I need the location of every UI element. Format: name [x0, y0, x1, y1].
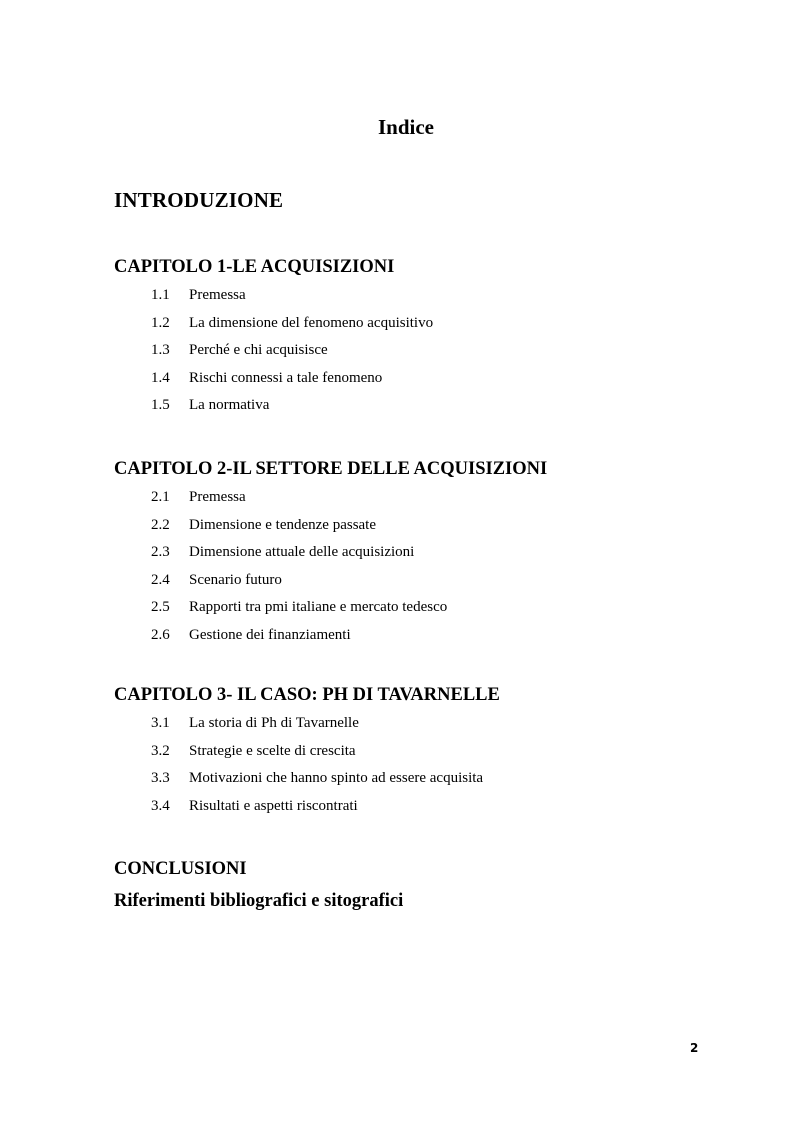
section-label: La normativa	[189, 397, 270, 414]
toc-section	[114, 570, 754, 598]
section-number: 2.3	[151, 544, 170, 561]
section-label: Rischi connessi a tale fenomeno	[189, 369, 383, 386]
section-number: 2.2	[151, 516, 170, 533]
toc-section	[114, 741, 754, 769]
section-label: Premessa	[189, 489, 246, 505]
section-list	[114, 713, 754, 823]
toc-references: Riferimenti bibliografici e sitografici	[114, 891, 404, 911]
toc-introduction: INTRODUZIONE	[114, 188, 284, 212]
section-label: Risultati e aspetti riscontrati	[189, 797, 358, 814]
section-number: 2.6	[151, 626, 170, 643]
section-label: Rapporti tra pmi italiane e mercato tedesco	[189, 599, 448, 616]
page-title: Indice	[377, 115, 434, 139]
toc-section	[114, 487, 754, 515]
toc-conclusions: CONCLUSIONI	[114, 859, 247, 879]
toc-chapter-3	[114, 683, 754, 823]
section-number: 3.1	[151, 715, 170, 731]
section-number: 1.1	[151, 287, 170, 303]
section-list	[114, 487, 754, 653]
toc-section	[114, 368, 754, 396]
section-number: 1.3	[151, 342, 170, 359]
chapter-heading: CAPITOLO 1-LE ACQUISIZIONI	[114, 257, 395, 277]
section-number: 3.4	[151, 797, 170, 814]
section-label: Gestione dei finanziamenti	[189, 626, 351, 643]
toc-section	[114, 768, 754, 796]
section-number: 2.1	[151, 489, 170, 505]
toc-chapter-1	[114, 255, 754, 423]
toc-section	[114, 313, 754, 341]
chapter-heading: CAPITOLO 2-IL SETTORE DELLE ACQUISIZIONI	[114, 459, 548, 479]
toc-section	[114, 542, 754, 570]
section-list	[114, 285, 754, 423]
section-number: 2.4	[151, 571, 170, 588]
section-label: Dimensione e tendenze passate	[189, 516, 377, 533]
section-number: 1.5	[151, 397, 170, 414]
section-label: Perché e chi acquisisce	[189, 342, 328, 359]
toc-section	[114, 713, 754, 741]
section-number: 3.3	[151, 770, 170, 787]
section-number: 1.4	[151, 369, 170, 386]
toc-section	[114, 395, 754, 423]
section-number: 1.2	[151, 314, 170, 331]
toc-section	[114, 515, 754, 543]
section-label: Premessa	[189, 287, 246, 303]
section-label: Motivazioni che hanno spinto ad essere acquisita	[189, 770, 484, 787]
section-label: Dimensione attuale delle acquisizioni	[189, 544, 415, 561]
section-label: La storia di Ph di Tavarnelle	[189, 715, 359, 731]
toc-section	[114, 796, 754, 824]
toc-section	[114, 597, 754, 625]
chapter-heading: CAPITOLO 3- IL CASO: PH DI TAVARNELLE	[114, 685, 500, 705]
section-label: La dimensione del fenomeno acquisitivo	[189, 314, 434, 331]
section-label: Scenario futuro	[189, 571, 282, 588]
toc-section	[114, 285, 754, 313]
toc-chapter-2	[114, 457, 754, 653]
section-label: Strategie e scelte di crescita	[189, 742, 356, 759]
toc-section	[114, 340, 754, 368]
toc-section	[114, 625, 754, 653]
section-number: 2.5	[151, 599, 170, 616]
page-number: 2	[690, 1041, 699, 1055]
section-number: 3.2	[151, 742, 170, 759]
